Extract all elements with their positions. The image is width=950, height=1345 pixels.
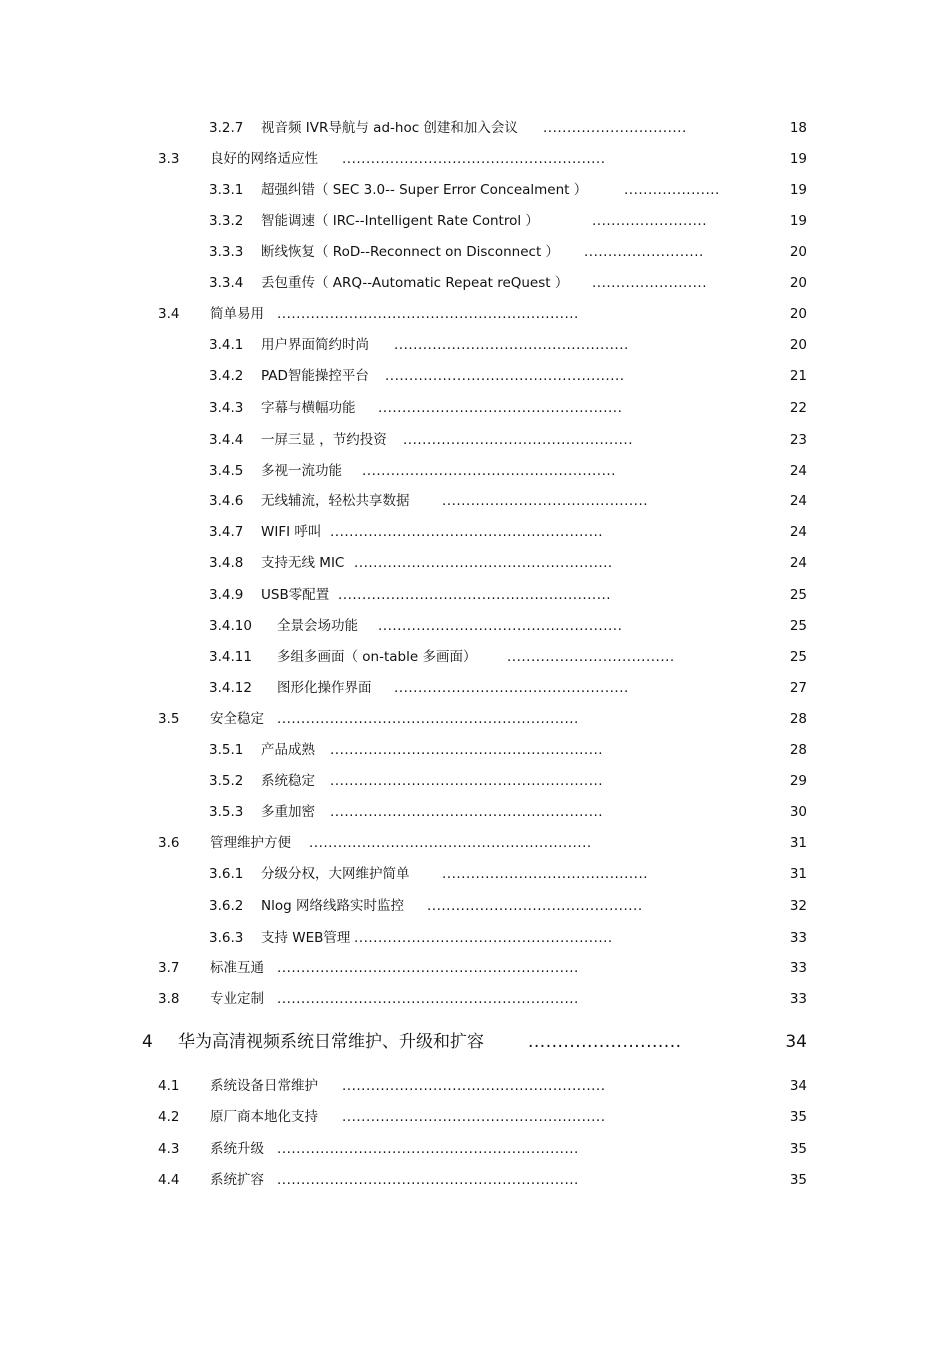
toc-leader-dots: .........................................................: [330, 804, 604, 820]
toc-leader-dots: .........................................................: [338, 587, 612, 603]
toc-entry-page: 32: [789, 898, 807, 914]
toc-entry-number: 3.3.1: [209, 182, 244, 198]
toc-entry[interactable]: [0, 863, 950, 885]
toc-entry-title: 专业定制: [210, 991, 264, 1007]
toc-entry-page: 18: [789, 120, 807, 136]
toc-leader-dots: ...............................................................: [277, 960, 579, 976]
toc-leader-dots: ...............................................................: [277, 711, 579, 727]
toc-entry-page: 35: [789, 1172, 807, 1188]
toc-leader-dots: ......................................................: [354, 555, 613, 571]
toc-leader-dots: .......................................................: [342, 1109, 606, 1125]
toc-leader-dots: ..........................: [528, 1032, 682, 1052]
toc-entry-page: 24: [789, 524, 807, 540]
toc-entry-title: 安全稳定: [210, 711, 264, 727]
toc-leader-dots: .......................................................: [342, 1078, 606, 1094]
toc-entry-page: 22: [789, 400, 807, 416]
toc-leader-dots: .....................................................: [362, 463, 616, 479]
toc-entry-number: 3.7: [158, 960, 180, 976]
toc-entry-title: 丢包重传（ ARQ--Automatic Repeat reQuest ）: [261, 275, 569, 291]
toc-entry-title: 产品成熟: [261, 742, 315, 758]
toc-entry-page: 33: [789, 960, 807, 976]
toc-entry-number: 3.6.1: [209, 866, 244, 882]
toc-leader-dots: ......................................................: [354, 930, 613, 946]
toc-entry[interactable]: [0, 460, 950, 482]
toc-entry-number: 3.3.2: [209, 213, 244, 229]
toc-entry-page: 28: [789, 711, 807, 727]
toc-entry-number: 3.6.3: [209, 930, 244, 946]
toc-entry-title: 系统稳定: [261, 773, 315, 789]
toc-entry-title: 原厂商本地化支持: [210, 1109, 318, 1125]
toc-leader-dots: ..............................: [543, 120, 687, 136]
toc-entry-title: 全景会场功能: [277, 618, 358, 634]
toc-entry-number: 3.4.2: [209, 368, 244, 384]
toc-entry[interactable]: [0, 584, 950, 606]
toc-entry-number: 3.6.2: [209, 898, 244, 914]
toc-entry-number: 3.4.7: [209, 524, 244, 540]
toc-entry-title: Nlog 网络线路实时监控: [261, 898, 404, 914]
toc-entry-page: 33: [789, 930, 807, 946]
toc-leader-dots: ...........................................: [442, 493, 649, 509]
toc-entry-number: 3.4.4: [209, 432, 244, 448]
toc-entry-number: 3.5: [158, 711, 180, 727]
toc-entry-title: 管理维护方便: [210, 835, 291, 851]
toc-entry[interactable]: [0, 1169, 950, 1191]
toc-entry-title: 标准互通: [210, 960, 264, 976]
toc-entry[interactable]: [0, 1075, 950, 1097]
toc-leader-dots: ................................................: [403, 432, 633, 448]
toc-entry[interactable]: [0, 927, 950, 949]
toc-entry-number: 4.1: [158, 1078, 180, 1094]
toc-entry[interactable]: [0, 179, 950, 201]
toc-entry-title: 多重加密: [261, 804, 315, 820]
toc-entry-number: 4: [142, 1032, 153, 1052]
toc-entry-page: 23: [789, 432, 807, 448]
toc-leader-dots: .......................................................: [342, 151, 606, 167]
toc-leader-dots: ...........................................: [442, 866, 649, 882]
toc-entry[interactable]: [0, 521, 950, 543]
toc-entry[interactable]: [0, 429, 950, 451]
toc-entry-page: 31: [789, 866, 807, 882]
toc-entry-title: 无线辅流，轻松共享数据: [261, 493, 410, 509]
toc-entry-number: 3.4.8: [209, 555, 244, 571]
toc-entry-page: 20: [789, 244, 807, 260]
toc-leader-dots: ...................................................: [378, 618, 623, 634]
toc-entry-number: 3.8: [158, 991, 180, 1007]
toc-entry-number: 3.4.1: [209, 337, 244, 353]
toc-entry-title: 图形化操作界面: [277, 680, 372, 696]
toc-entry-page: 20: [789, 275, 807, 291]
toc-entry-page: 20: [789, 306, 807, 322]
toc-leader-dots: .........................: [584, 244, 704, 260]
toc-entry-title: 系统升级: [210, 1141, 264, 1157]
toc-entry[interactable]: [0, 832, 950, 854]
toc-entry[interactable]: [0, 1029, 950, 1055]
toc-entry-page: 20: [789, 337, 807, 353]
toc-entry-page: 25: [789, 587, 807, 603]
toc-entry-number: 3.3.3: [209, 244, 244, 260]
toc-entry[interactable]: [0, 615, 950, 637]
toc-leader-dots: ...............................................................: [277, 306, 579, 322]
toc-leader-dots: .........................................................: [330, 773, 604, 789]
toc-entry-number: 3.5.2: [209, 773, 244, 789]
toc-entry-page: 21: [789, 368, 807, 384]
toc-leader-dots: .........................................................: [330, 524, 604, 540]
toc-entry-page: 25: [789, 649, 807, 665]
toc-entry[interactable]: [0, 677, 950, 699]
toc-entry-number: 3.4.6: [209, 493, 244, 509]
toc-entry-title: 支持 WEB管理: [261, 930, 351, 946]
toc-entry-number: 3.5.1: [209, 742, 244, 758]
toc-entry[interactable]: [0, 895, 950, 917]
toc-entry[interactable]: [0, 739, 950, 761]
toc-entry-page: 30: [789, 804, 807, 820]
toc-leader-dots: ........................: [592, 213, 707, 229]
toc-entry-title: 系统扩容: [210, 1172, 264, 1188]
toc-entry[interactable]: [0, 303, 950, 325]
toc-entry-number: 3.4.12: [209, 680, 252, 696]
toc-leader-dots: .............................................: [427, 898, 643, 914]
toc-entry-number: 3.4.5: [209, 463, 244, 479]
toc-leader-dots: .........................................................: [330, 742, 604, 758]
toc-entry-number: 3.4.11: [209, 649, 252, 665]
toc-entry[interactable]: [0, 957, 950, 979]
toc-entry-page: 33: [789, 991, 807, 1007]
toc-entry-number: 3.2.7: [209, 120, 244, 136]
toc-entry-title: 一屏三显 ，节约投资: [261, 432, 387, 448]
toc-entry-title: 用户界面简约时尚: [261, 337, 369, 353]
toc-entry-number: 3.4.10: [209, 618, 252, 634]
toc-entry-title: WIFI 呼叫: [261, 524, 322, 540]
toc-leader-dots: ..................................................: [385, 368, 625, 384]
toc-entry-page: 27: [789, 680, 807, 696]
toc-entry[interactable]: [0, 770, 950, 792]
toc-entry[interactable]: [0, 1138, 950, 1160]
toc-entry-title: 多视一流功能: [261, 463, 342, 479]
toc-entry-number: 4.2: [158, 1109, 180, 1125]
toc-leader-dots: ....................: [624, 182, 720, 198]
toc-entry[interactable]: [0, 801, 950, 823]
toc-leader-dots: .................................................: [394, 680, 629, 696]
toc-entry-number: 3.4.3: [209, 400, 244, 416]
toc-entry-number: 3.4: [158, 306, 180, 322]
toc-leader-dots: ........................: [592, 275, 707, 291]
toc-entry[interactable]: [0, 210, 950, 232]
toc-entry-title: USB零配置: [261, 587, 330, 603]
toc-entry-page: 34: [789, 1078, 807, 1094]
toc-entry[interactable]: [0, 646, 950, 668]
toc-entry-title: 良好的网络适应性: [210, 151, 318, 167]
toc-entry-page: 25: [789, 618, 807, 634]
toc-entry-title: 分级分权，大网维护简单: [261, 866, 410, 882]
toc-entry[interactable]: [0, 365, 950, 387]
toc-leader-dots: ...............................................................: [277, 991, 579, 1007]
toc-entry-page: 28: [789, 742, 807, 758]
toc-entry[interactable]: [0, 272, 950, 294]
toc-entry-title: 视音频 IVR导航与 ad-hoc 创建和加入会议: [261, 120, 518, 136]
toc-entry-number: 4.4: [158, 1172, 180, 1188]
toc-entry[interactable]: [0, 1106, 950, 1128]
toc-entry-title: 超强纠错（ SEC 3.0-- Super Error Concealment ）: [261, 182, 588, 198]
toc-entry-page: 31: [789, 835, 807, 851]
toc-entry-page: 19: [789, 151, 807, 167]
toc-entry-page: 24: [789, 493, 807, 509]
toc-leader-dots: ...................................................: [378, 400, 623, 416]
toc-entry-page: 34: [785, 1032, 807, 1052]
toc-entry-page: 19: [789, 213, 807, 229]
toc-entry-title: PAD智能操控平台: [261, 368, 369, 384]
toc-leader-dots: ...................................: [507, 649, 675, 665]
toc-entry-number: 3.3.4: [209, 275, 244, 291]
toc-entry[interactable]: [0, 397, 950, 419]
toc-entry-title: 简单易用: [210, 306, 264, 322]
toc-entry-title: 多组多画面（ on-table 多画面）: [277, 649, 477, 665]
toc-entry-number: 3.4.9: [209, 587, 244, 603]
toc-leader-dots: ...........................................................: [309, 835, 592, 851]
toc-entry-title: 断线恢复（ RoD--Reconnect on Disconnect ）: [261, 244, 560, 260]
toc-entry[interactable]: [0, 334, 950, 356]
toc-entry-page: 24: [789, 555, 807, 571]
toc-entry-title: 华为高清视频系统日常维护、升级和扩容: [178, 1032, 484, 1052]
toc-entry-title: 字幕与横幅功能: [261, 400, 356, 416]
toc-leader-dots: .................................................: [394, 337, 629, 353]
toc-entry-page: 35: [789, 1141, 807, 1157]
toc-entry-page: 29: [789, 773, 807, 789]
toc-entry[interactable]: [0, 988, 950, 1010]
toc-entry-page: 19: [789, 182, 807, 198]
toc-entry-number: 3.6: [158, 835, 180, 851]
toc-entry-title: 支持无线 MIC: [261, 555, 345, 571]
toc-entry[interactable]: [0, 148, 950, 170]
toc-leader-dots: ...............................................................: [277, 1172, 579, 1188]
toc-entry[interactable]: [0, 708, 950, 730]
toc-entry[interactable]: [0, 241, 950, 263]
toc-entry-page: 24: [789, 463, 807, 479]
toc-entry-page: 35: [789, 1109, 807, 1125]
toc-entry-number: 4.3: [158, 1141, 180, 1157]
toc-entry-title: 系统设备日常维护: [210, 1078, 318, 1094]
toc-leader-dots: ...............................................................: [277, 1141, 579, 1157]
toc-entry-title: 智能调速（ IRC--Intelligent Rate Control ）: [261, 213, 539, 229]
toc-entry[interactable]: [0, 490, 950, 512]
toc-entry-number: 3.3: [158, 151, 180, 167]
toc-entry-number: 3.5.3: [209, 804, 244, 820]
toc-entry[interactable]: [0, 117, 950, 139]
toc-entry[interactable]: [0, 552, 950, 574]
